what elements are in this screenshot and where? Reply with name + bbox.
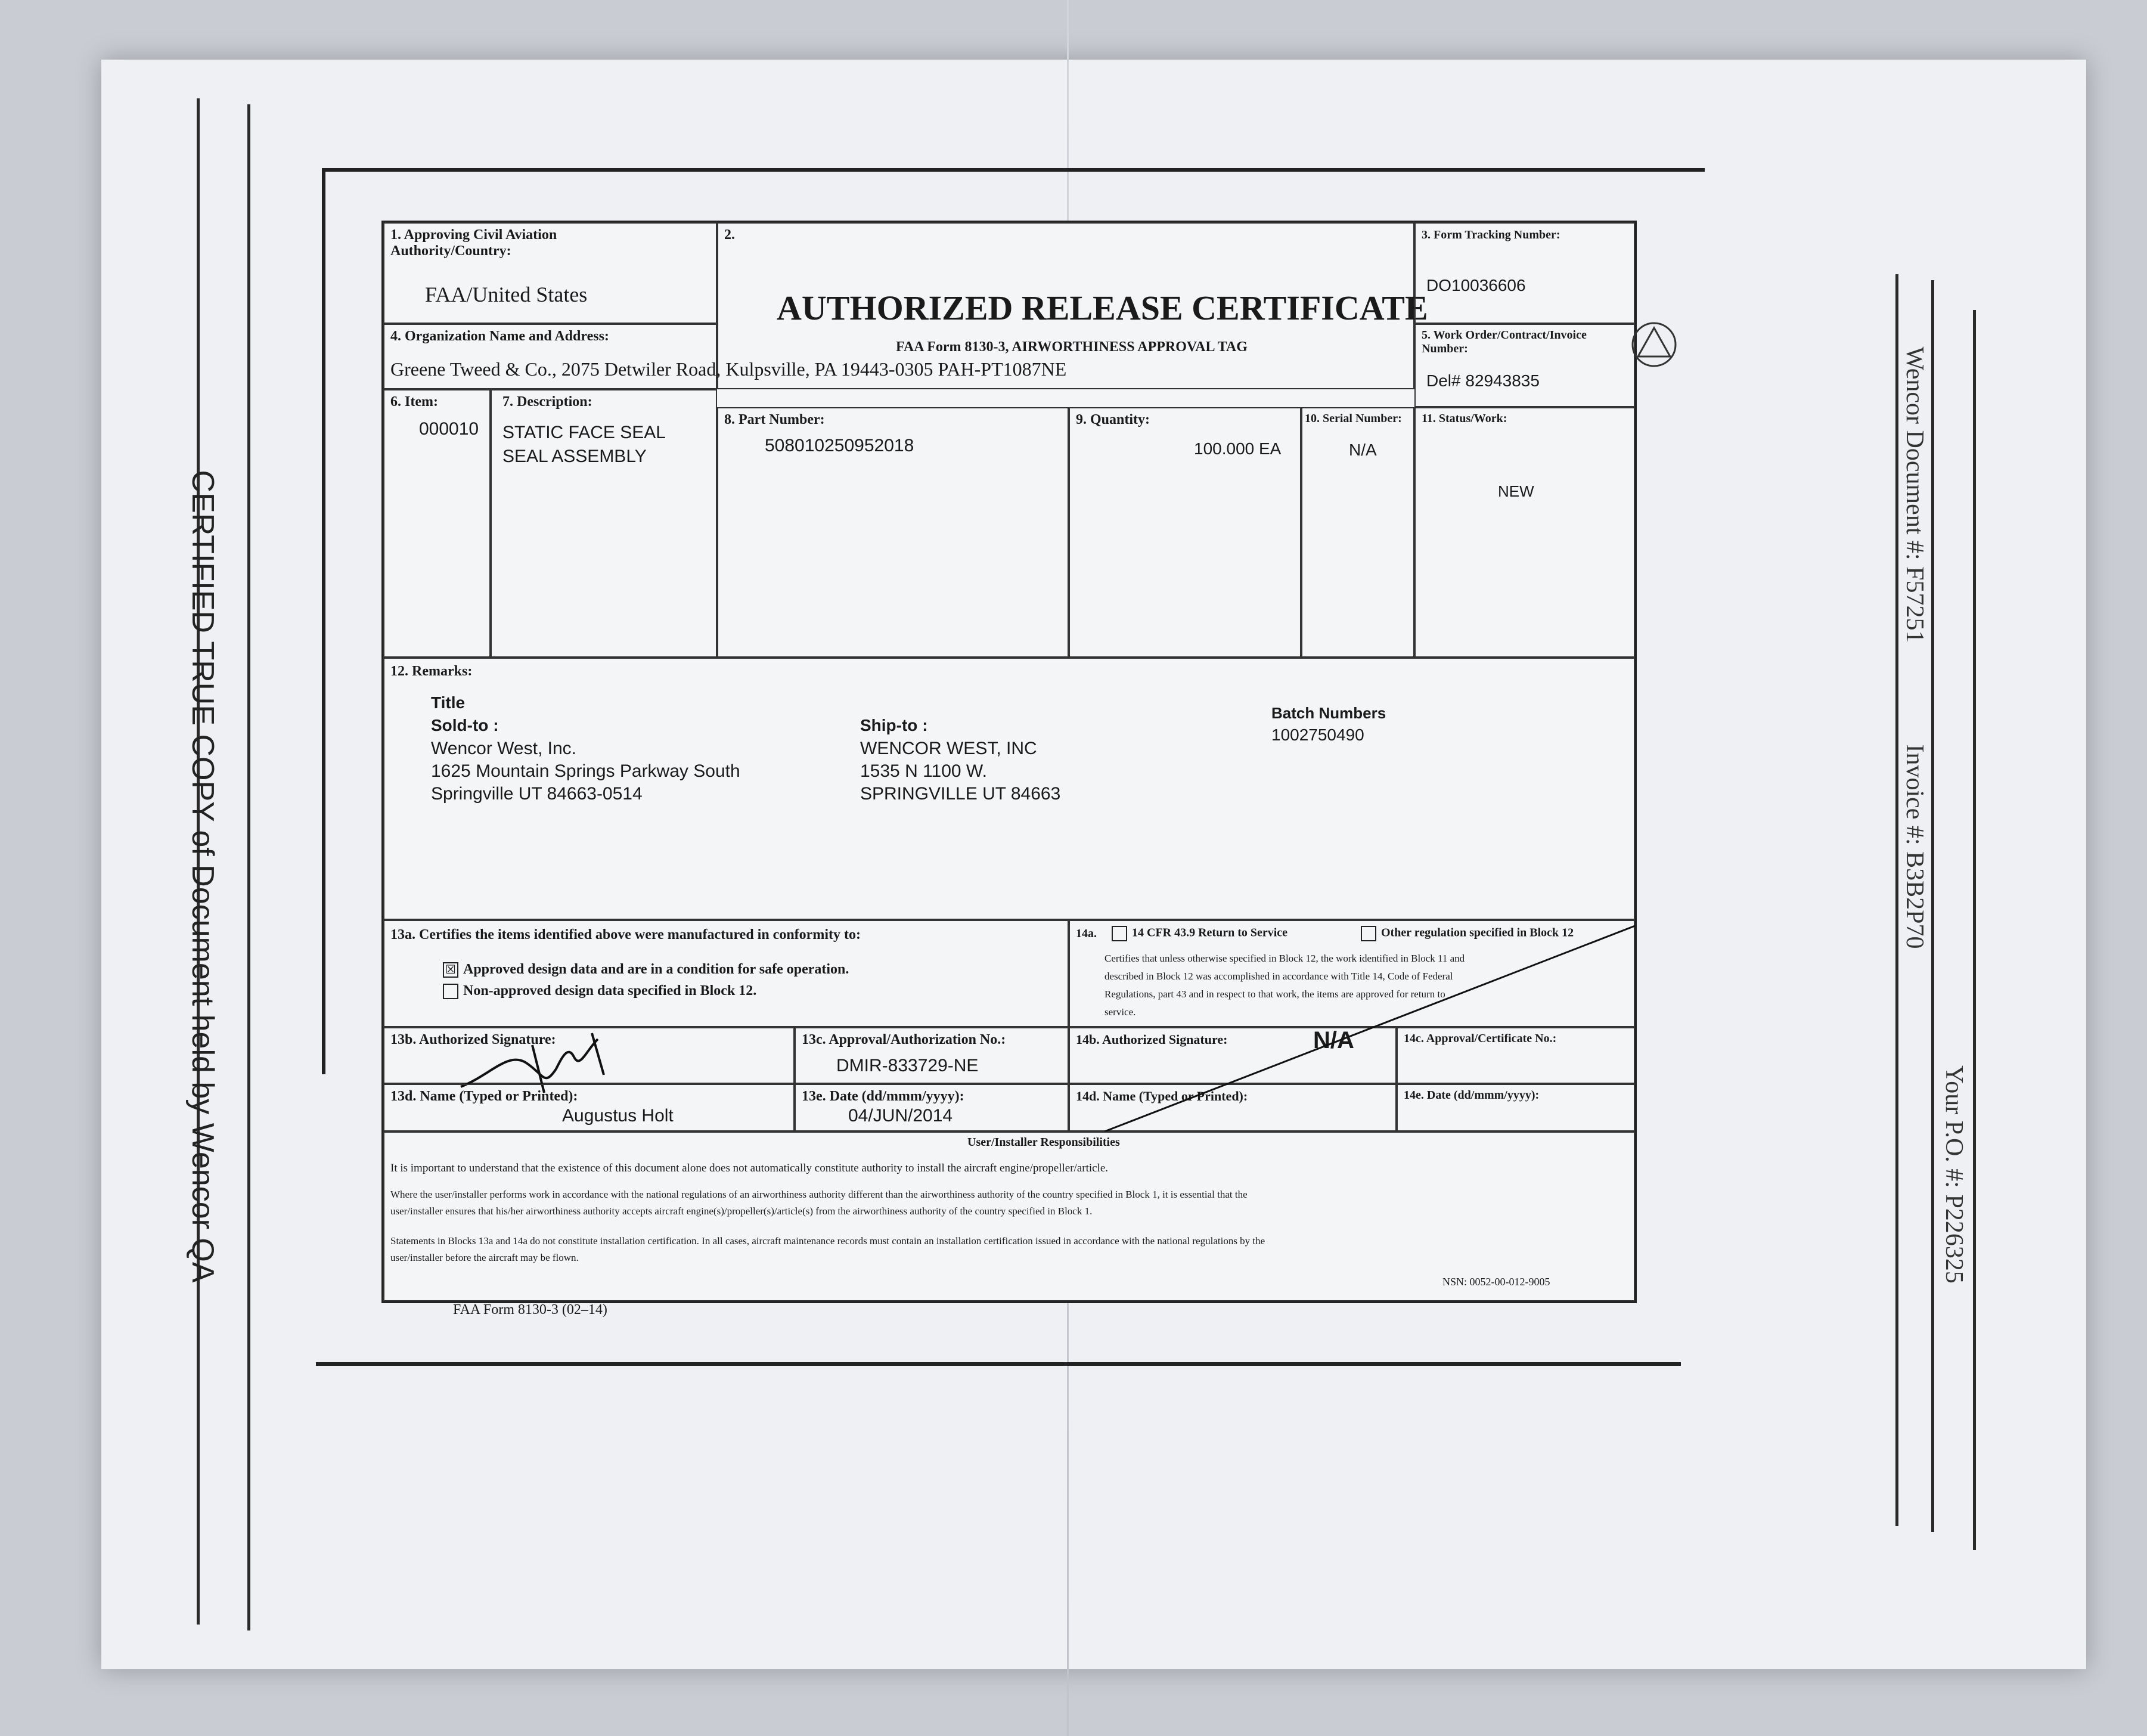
block-11 bbox=[1414, 407, 1635, 658]
block-7-label: 7. Description: bbox=[502, 394, 592, 410]
form-title: AUTHORIZED RELEASE CERTIFICATE bbox=[777, 289, 1428, 327]
block-2-label: 2. bbox=[724, 227, 735, 243]
block-10-label: 10. Serial Number: bbox=[1305, 412, 1402, 425]
block-14-na-strike bbox=[1069, 920, 1635, 1132]
signer-name: Augustus Holt bbox=[562, 1106, 674, 1126]
block-11-label: 11. Status/Work: bbox=[1422, 412, 1507, 425]
quantity: 100.000 EA bbox=[1194, 439, 1282, 458]
block-1-value: FAA/United States bbox=[425, 283, 588, 306]
block-1-label: 1. Approving Civil Aviation Authority/Country: bbox=[390, 227, 557, 259]
non-approved-design-checkbox[interactable] bbox=[443, 984, 458, 999]
description-line-2: SEAL ASSEMBLY bbox=[502, 447, 647, 466]
block-6-label: 6. Item: bbox=[390, 394, 438, 410]
block-13b-label: 13b. Authorized Signature: bbox=[390, 1032, 556, 1047]
block-5-label: 5. Work Order/Contract/Invoice Number: bbox=[1422, 328, 1587, 355]
sold-to-line-2: 1625 Mountain Springs Parkway South bbox=[431, 761, 740, 781]
ship-to-line-3: SPRINGVILLE UT 84663 bbox=[860, 784, 1061, 804]
block-14a-text-2: described in Block 12 was accomplished in accordance with Title 14, Code of Federal bbox=[1104, 971, 1453, 982]
block-13d-label: 13d. Name (Typed or Printed): bbox=[390, 1089, 578, 1104]
block-9-label: 9. Quantity: bbox=[1076, 412, 1150, 427]
serial-number: N/A bbox=[1349, 441, 1377, 459]
user-installer-title: User/Installer Responsibilities bbox=[967, 1136, 1120, 1149]
block-14a-text-4: service. bbox=[1104, 1006, 1136, 1018]
po-number: Your P.O. #: P226325 bbox=[1940, 1065, 1968, 1284]
ship-to-line-1: WENCOR WEST, INC bbox=[860, 739, 1037, 758]
work-order-number: Del# 82943835 bbox=[1426, 371, 1540, 390]
block-14b-value: N/A bbox=[1313, 1027, 1354, 1053]
block-8-label: 8. Part Number: bbox=[724, 412, 825, 427]
sold-to-line-1: Wencor West, Inc. bbox=[431, 739, 576, 758]
ship-to-label: Ship-to : bbox=[860, 716, 928, 734]
other-regulation-text: Other regulation specified in Block 12 bbox=[1381, 926, 1574, 940]
cfr-return-text: 14 CFR 43.9 Return to Service bbox=[1132, 926, 1288, 940]
organization-address: Greene Tweed & Co., 2075 Detwiler Road, Kulpsville, PA 19443-0305 PAH-PT1087NE bbox=[390, 358, 1067, 380]
block-12-label: 12. Remarks: bbox=[390, 664, 473, 679]
frame-bottom-line bbox=[316, 1362, 1681, 1366]
remarks-title: Title bbox=[431, 693, 466, 712]
description-line-1: STATIC FACE SEAL bbox=[502, 423, 666, 442]
block-13c-label: 13c. Approval/Authorization No.: bbox=[802, 1032, 1006, 1047]
ship-to-line-2: 1535 N 1100 W. bbox=[860, 761, 987, 781]
form-footer-right: NSN: 0052-00-012-9005 bbox=[1442, 1276, 1550, 1288]
invoice-number: Invoice #: B3B2P70 bbox=[1901, 744, 1928, 949]
triangle-stamp-icon bbox=[1627, 321, 1681, 368]
block-14a-label: 14a. bbox=[1076, 927, 1097, 940]
block-3-label: 3. Form Tracking Number: bbox=[1422, 228, 1560, 241]
approval-number: DMIR-833729-NE bbox=[836, 1056, 979, 1075]
approved-design-text: Approved design data and are in a condition for safe operation. bbox=[463, 962, 849, 977]
block-14c-label: 14c. Approval/Certificate No.: bbox=[1404, 1032, 1557, 1045]
frame-top-line bbox=[322, 168, 1705, 172]
block-14a-text-1: Certifies that unless otherwise specified in Block 12, the work identified in Block 11 and bbox=[1104, 953, 1465, 964]
right-rule-2 bbox=[1931, 280, 1934, 1532]
sold-to-line-3: Springville UT 84663-0514 bbox=[431, 784, 643, 804]
block-4-label: 4. Organization Name and Address: bbox=[390, 328, 609, 344]
frame-left-line bbox=[322, 168, 325, 1074]
right-rule-1 bbox=[1895, 274, 1898, 1526]
faa-form-8130-3 bbox=[381, 221, 1637, 1303]
block-14e-label: 14e. Date (dd/mmm/yyyy): bbox=[1404, 1089, 1540, 1102]
user-resp-paragraph-2b: user/installer ensures that his/her airworthiness authority accepts aircraft engine(s)/propeller(s)/article(s) from the airworthiness authority of the country specified in Block 1. bbox=[390, 1205, 1093, 1217]
non-approved-design-text: Non-approved design data specified in Block 12. bbox=[463, 983, 757, 999]
block-14a-text-3: Regulations, part 43 and in respect to that work, the items are approved for return to bbox=[1104, 988, 1445, 1000]
user-resp-paragraph-2a: Where the user/installer performs work in accordance with the national regulations of an airworthiness authority different than the airworthiness authority of the country specified in Block 1, it is essential that the bbox=[390, 1189, 1248, 1200]
block-13a-label: 13a. Certifies the items identified above were manufactured in conformity to: bbox=[390, 927, 861, 943]
left-rule-inner bbox=[247, 104, 250, 1630]
user-resp-paragraph-1: It is important to understand that the existence of this document alone does not automatically constitute authority to install the aircraft engine/propeller/article. bbox=[390, 1162, 1109, 1174]
form-footer-left: FAA Form 8130-3 (02–14) bbox=[453, 1302, 607, 1318]
batch-numbers-label: Batch Numbers bbox=[1271, 704, 1386, 722]
user-resp-paragraph-3b: user/installer before the aircraft may be flown. bbox=[390, 1252, 579, 1263]
item-number: 000010 bbox=[419, 419, 479, 439]
approval-date: 04/JUN/2014 bbox=[848, 1106, 953, 1126]
form-tracking-number: DO10036606 bbox=[1426, 276, 1526, 294]
certified-copy-caption: CERTIFIED TRUE COPY of Document held by Wencor QA bbox=[185, 470, 220, 1283]
block-13e-label: 13e. Date (dd/mmm/yyyy): bbox=[802, 1089, 964, 1104]
status-work: NEW bbox=[1498, 482, 1534, 500]
form-subtitle: FAA Form 8130-3, AIRWORTHINESS APPROVAL TAG bbox=[896, 339, 1248, 355]
block-14d-label: 14d. Name (Typed or Printed): bbox=[1076, 1089, 1248, 1103]
batch-number: 1002750490 bbox=[1271, 726, 1364, 744]
block-14b-label: 14b. Authorized Signature: bbox=[1076, 1032, 1228, 1047]
user-resp-paragraph-3a: Statements in Blocks 13a and 14a do not constitute installation certification. In all cases, aircraft maintenance records must contain an installation certification issued in accordance with the national regulations by the bbox=[390, 1235, 1265, 1247]
right-rule-3 bbox=[1973, 310, 1976, 1550]
approved-design-checkbox[interactable]: ☒ bbox=[443, 962, 458, 978]
wencor-document-number: Wencor Document #: F57251 bbox=[1901, 346, 1928, 643]
sold-to-label: Sold-to : bbox=[431, 716, 499, 734]
part-number: 508010250952018 bbox=[765, 436, 914, 455]
approved-design-option[interactable] bbox=[443, 962, 849, 978]
non-approved-design-option[interactable] bbox=[443, 983, 756, 999]
